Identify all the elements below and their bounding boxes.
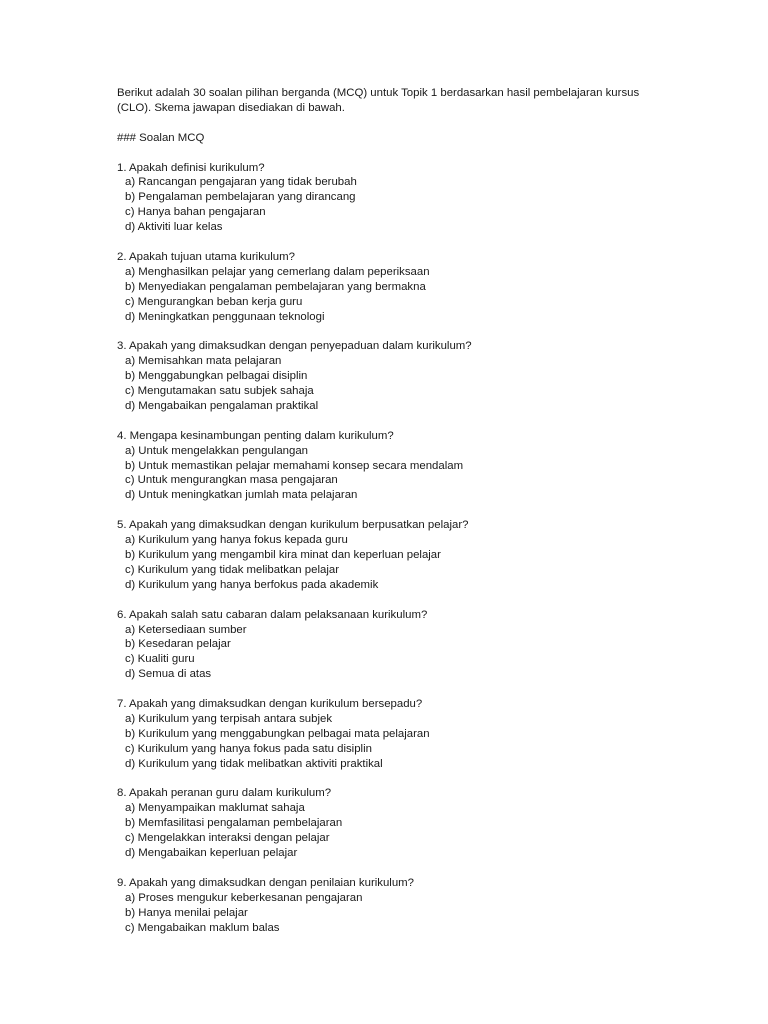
answer-option: c) Kurikulum yang hanya fokus pada satu disiplin: [125, 742, 372, 755]
answer-option: b) Untuk memastikan pelajar memahami konsep secara mendalam: [125, 459, 464, 472]
option-list: [117, 891, 657, 936]
answer-option: b) Memfasilitasi pengalaman pembelajaran: [125, 817, 343, 830]
answer-option: a) Kurikulum yang terpisah antara subjek: [125, 712, 333, 725]
question-item: [117, 339, 657, 414]
answer-option: d) Kurikulum yang hanya berfokus pada akademik: [125, 578, 379, 591]
option-list: [117, 712, 657, 772]
answer-option: d) Meningkatkan penggunaan teknologi: [125, 310, 325, 323]
answer-option: c) Mengurangkan beban kerja guru: [125, 295, 303, 308]
option-list: [117, 533, 657, 593]
question-text: 3. Apakah yang dimaksudkan dengan penyepaduan dalam kurikulum?: [117, 340, 472, 353]
answer-option: b) Kurikulum yang mengambil kira minat dan keperluan pelajar: [125, 549, 441, 561]
answer-option: c) Mengutamakan satu subjek sahaja: [125, 385, 314, 398]
answer-option: a) Rancangan pengajaran yang tidak berubah: [125, 176, 357, 189]
option-list: [117, 444, 657, 504]
question-item: [117, 608, 657, 683]
question-item: [117, 518, 657, 593]
answer-option: b) Kesedaran pelajar: [125, 638, 231, 651]
answer-option: a) Memisahkan mata pelajaran: [125, 355, 282, 368]
question-text: 8. Apakah peranan guru dalam kurikulum?: [117, 787, 332, 800]
option-list: [117, 801, 657, 861]
answer-option: a) Menghasilkan pelajar yang cemerlang dalam peperiksaan: [125, 265, 430, 278]
answer-option: d) Kurikulum yang tidak melibatkan aktiviti praktikal: [125, 757, 383, 770]
question-list: [117, 161, 657, 936]
answer-option: a) Kurikulum yang hanya fokus kepada guru: [125, 534, 348, 547]
answer-option: b) Hanya menilai pelajar: [125, 906, 248, 919]
document-body: [117, 86, 657, 950]
question-text: 5. Apakah yang dimaksudkan dengan kurikulum berpusatkan pelajar?: [117, 519, 469, 532]
intro-paragraph: Berikut adalah 30 soalan pilihan berganda (MCQ) untuk Topik 1 berdasarkan hasil pembelajaran kursus (CLO). Skema jawapan disediakan di bawah.: [117, 87, 640, 114]
question-item: [117, 250, 657, 325]
answer-option: c) Hanya bahan pengajaran: [125, 206, 266, 219]
question-text: 4. Mengapa kesinambungan penting dalam kurikulum?: [117, 429, 394, 442]
option-list: [117, 354, 657, 414]
answer-option: b) Menggabungkan pelbagai disiplin: [125, 370, 308, 383]
question-item: [117, 697, 657, 772]
question-item: [117, 786, 657, 861]
answer-option: b) Menyediakan pengalaman pembelajaran yang bermakna: [125, 280, 426, 293]
question-text: 6. Apakah salah satu cabaran dalam pelaksanaan kurikulum?: [117, 608, 428, 621]
answer-option: c) Mengabaikan maklum balas: [125, 921, 280, 934]
answer-option: a) Proses mengukur keberkesanan pengajaran: [125, 891, 363, 904]
section-heading: ### Soalan MCQ: [117, 131, 205, 144]
answer-option: c) Untuk mengurangkan masa pengajaran: [125, 474, 338, 487]
answer-option: d) Mengabaikan pengalaman praktikal: [125, 399, 319, 412]
option-list: [117, 265, 657, 325]
answer-option: c) Kurikulum yang tidak melibatkan pelajar: [125, 563, 339, 576]
answer-option: c) Kualiti guru: [125, 653, 195, 666]
question-text: 2. Apakah tujuan utama kurikulum?: [117, 250, 295, 263]
question-item: [117, 161, 657, 236]
question-item: [117, 429, 657, 504]
answer-option: b) Pengalaman pembelajaran yang dirancang: [125, 191, 356, 204]
answer-option: a) Ketersediaan sumber: [125, 623, 247, 636]
question-text: 7. Apakah yang dimaksudkan dengan kurikulum bersepadu?: [117, 698, 423, 711]
answer-option: d) Untuk meningkatkan jumlah mata pelajaran: [125, 489, 358, 502]
answer-option: d) Semua di atas: [125, 668, 212, 681]
answer-option: a) Untuk mengelakkan pengulangan: [125, 444, 309, 457]
question-item: [117, 876, 657, 936]
question-text: 9. Apakah yang dimaksudkan dengan penilaian kurikulum?: [117, 876, 414, 889]
option-list: [117, 175, 657, 235]
answer-option: d) Mengabaikan keperluan pelajar: [125, 847, 298, 860]
answer-option: c) Mengelakkan interaksi dengan pelajar: [125, 832, 330, 845]
answer-option: b) Kurikulum yang menggabungkan pelbagai mata pelajaran: [125, 727, 430, 740]
option-list: [117, 623, 657, 683]
question-text: 1. Apakah definisi kurikulum?: [117, 161, 265, 174]
answer-option: d) Aktiviti luar kelas: [125, 221, 223, 234]
answer-option: a) Menyampaikan maklumat sahaja: [125, 802, 305, 815]
